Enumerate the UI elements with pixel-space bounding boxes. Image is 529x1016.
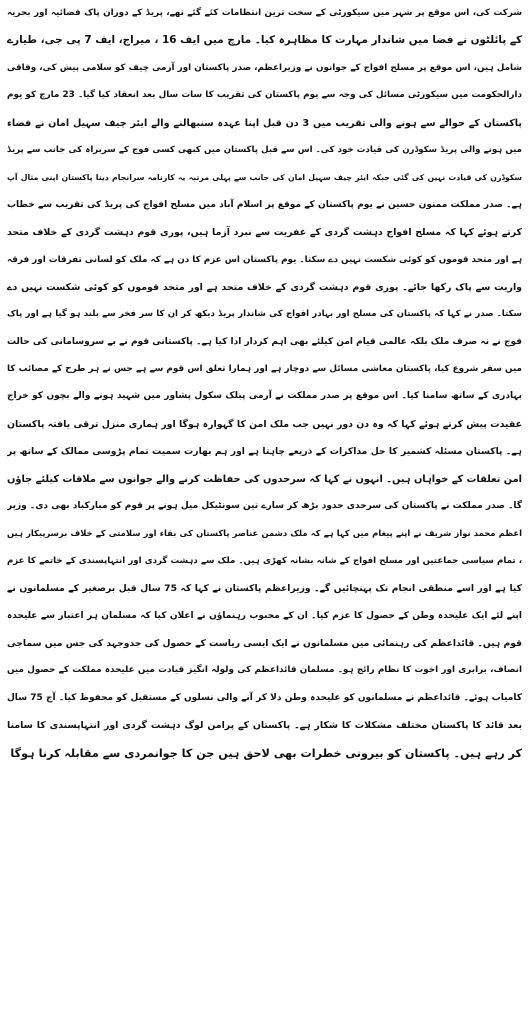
- article-line: میں ہونے والی پریڈ سکوڈرن کی قیادت خود کی۔ اس سے قبل پاکستان میں کبھی کسی فوج کے سربراہ کی جانب سے پریڈ: [7, 144, 522, 155]
- article-line: سکوڈرن کی قیادت نہیں کی گئی جبکہ ایئر چیف سہیل امان کی جانب سے پہلی مرتبہ یہ کارنامہ سرانجام دینا پاکستان اپنی مثال آپ: [7, 173, 522, 183]
- article-line: کیا ہے اور اسے منطقی انجام تک پہنچائیں گے۔ وزیراعظم پاکستان نے کہا کہ 75 سال قبل برصغیر کے مسلمانوں نے: [7, 583, 522, 595]
- article-line: واریت سے پاک رکھا جائے۔ پوری قوم دہشت گردی کے خلاف متحد ہے اور متحد قوموں کو کوئی شکست نہیں دے: [7, 281, 522, 293]
- article-line: امن تعلقات کے خواہاں ہیں۔ انہوں نے کہا کہ سرحدوں کی حفاظت کرنے والے جوانوں سے ملاقات کیلئے جاؤں: [7, 473, 522, 485]
- article-line: فوج نے نہ صرف ملک بلکہ عالمی قیام امن کیلئے بھی اہم کردار ادا کیا ہے۔ پاکستانی قوم نے بے سروسامانی کی حالت: [7, 336, 522, 347]
- article-line: میں سفر شروع کیا، پاکستان معاشی مسائل سے دوچار ہے اور ہمارا تعلق اس قوم سے ہے جس نے ہر طرح کے مصائب کا: [7, 364, 522, 375]
- article-line: گا۔ صدر مملکت نے پاکستان کی سرحدی حدود بڑھ کر سارے تین سونٹیکل میل ہونے پر قوم کو مبارکباد بھی دی۔ وزیر: [7, 501, 522, 512]
- article-line: کے پائلٹوں نے فضا میں شاندار مہارت کا مظاہرہ کیا۔ مارچ میں ایف 16 ، میراج، ایف 7 پی جی، طیارے: [7, 34, 522, 47]
- article-line: اپنے لئے ایک علیحدہ وطن کے حصول کا عزم کیا۔ ان کے محبوب رہنماؤں نے اعلان کیا کہ مسلمان ہر اعتبار سے علیحدہ: [7, 610, 522, 621]
- article-line: کامیاب ہوئے۔ قائداعظم نے مسلمانوں کو علیحدہ وطن دلا کر آنے والی نسلوں کے مستقبل کو محفوظ کیا۔ آج 75 سال: [7, 692, 522, 703]
- article-body: [7, 0, 522, 767]
- article-line: سکتا۔ صدر نے کہا کہ پاکستان کی مسلح اور بہادر افواج کی شاندار پریڈ دیکھ کر ان کا سر فخر سے بلند ہو گیا ہے اور پاک: [7, 309, 522, 320]
- article-line: ہے۔ صدر مملکت ممنون حسین نے یوم پاکستان کے موقع پر اسلام آباد میں مسلح افواج کی پریڈ کی تقریب سے خطاب: [7, 199, 522, 210]
- article-line: ، تمام سیاسی جماعتیں اور مسلح افواج کے شانہ بشانہ کھڑی ہیں۔ ملک سے دہشت گردی اور انتہاپسندی کے خاتمے کا عزم: [7, 555, 522, 566]
- article-line: انصاف، برابری اور اخوت کا نظام رائج ہو۔ مسلمان قائداعظم کی ولولہ انگیز قیادت میں علیحدہ مملکت کے حصول میں: [7, 665, 522, 676]
- article-line: عقیدت پیش کرتے ہوئے کہا کہ وہ دن دور نہیں جب ملک امن کا گہوارہ ہوگا اور ہماری منزل ترقی یافتہ پاکستان: [7, 418, 522, 430]
- article-line: شامل ہیں، اس موقع پر مسلح افواج کے جوانوں نے وزیراعظم، صدر پاکستان اور آرمی چیف کو سلامی پیش کی، وفاقی: [7, 62, 522, 73]
- article-line: کر رہے ہیں۔ پاکستان کو بیرونی خطرات بھی لاحق ہیں جن کا جوانمردی سے مقابلہ کرنا ہوگا: [10, 746, 522, 760]
- article-line: دارالحکومت میں سیکورٹی مسائل کی وجہ سے یوم پاکستان کی تقریب کا سات سال بعد انعقاد کیا گیا۔ 23 مارچ کو یوم: [7, 90, 522, 101]
- article-line: قوم ہیں۔ قائداعظم کی رہنمائی میں مسلمانوں نے ایک ایسی ریاست کے حصول کی جدوجہد کی جس میں سماجی: [7, 637, 522, 649]
- article-line: اعظم محمد نواز شریف نے اپنے پیغام میں کہا ہے کہ ملک دشمن عناصر پاکستان کی بقاء اور سلامتی کے خلاف برسرپیکار ہیں: [7, 528, 522, 539]
- article-line: بعد قائد کا پاکستان مختلف مشکلات کا شکار ہے۔ پاکستان کے پرامن لوگ دہشت گردی اور انتہاپسندی کا سامنا: [7, 720, 522, 732]
- article-line: ہے اور متحد قوموں کو کوئی شکست نہیں دے سکتا۔ یوم پاکستان اس عزم کا دن ہے کہ ملک کو لسانی تفرقات اور فرقہ: [7, 254, 522, 265]
- article-line: پاکستان کے حوالے سے ہونے والی تقریب میں 3 دن قبل اپنا عہدہ سنبھالنے والے ایئر چیف سہیل امان نے فضاء: [7, 117, 522, 129]
- article-line: شرکت کی، اس موقع پر شہر میں سیکورٹی کے سخت ترین انتظامات کئے گئے تھے، پریڈ کے دوران پاک فضائیہ اور بحریہ: [7, 8, 522, 18]
- article-line: ہے۔ پاکستان مسئلہ کشمیر کا حل مذاکرات کے ذریعے چاہتا ہے اور ہم بھارت سمیت تمام پڑوسی ممالک کے ساتھ پر: [7, 446, 522, 458]
- article-line: بہادری کے ساتھ سامنا کیا۔ اس موقع پر صدر مملکت نے آرمی پبلک سکول پشاور میں شہید ہونے والے بچوں کو خراج: [7, 391, 522, 402]
- article-line: کرتے ہوئے کہا کہ مسلح افواج دہشت گردی کے عفریت سے نبرد آزما ہیں، پوری قوم دہشت گردی کے خلاف متحد: [7, 227, 522, 239]
